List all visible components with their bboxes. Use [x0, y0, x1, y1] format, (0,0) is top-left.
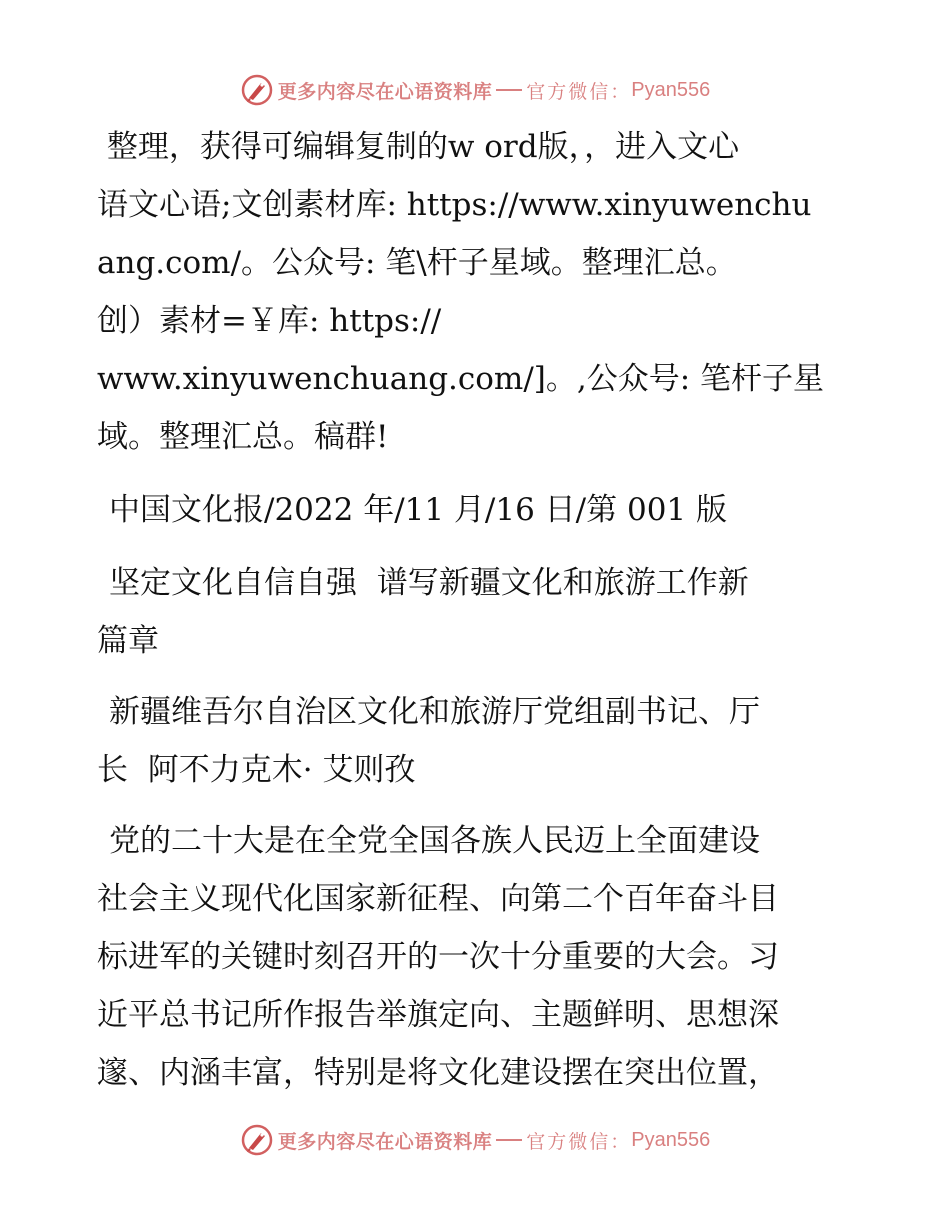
intro-block	[97, 118, 857, 466]
author-line: 新疆维吾尔自治区文化和旅游厅党组副书记、厅	[109, 694, 760, 730]
intro-line: 整理，获得可编辑复制的w ord版，，进入文心	[97, 129, 740, 165]
pen-nib-logo-icon	[240, 73, 274, 107]
headline-block	[97, 554, 857, 670]
body-block	[97, 812, 857, 1102]
body-line: 邃、内涵丰富，特别是将文化建设摆在突出位置，	[97, 1055, 779, 1091]
intro-line: 创）素材=￥库: https://	[97, 303, 442, 339]
headline-line: 篇章	[97, 623, 159, 659]
intro-line: 语文心语;文创素材库: https://www.xinyuwenchu	[97, 187, 812, 223]
banner-wechat-id: Pyan556	[631, 78, 711, 101]
banner-dash	[496, 1139, 522, 1141]
banner-text: 更多内容尽在心语资料库	[277, 80, 493, 103]
banner-wechat-id: Pyan556	[631, 1128, 711, 1151]
intro-line: ang.com/。公众号: 笔\杆子星域。整理汇总。	[97, 245, 737, 281]
body-line: 社会主义现代化国家新征程、向第二个百年奋斗目	[97, 881, 779, 917]
headline-line: 坚定文化自信自强 谱写新疆文化和旅游工作新	[109, 565, 749, 601]
source-line: 中国文化报/2022 年/11 月/16 日/第 001 版	[109, 492, 728, 528]
body-line: 近平总书记所作报告举旗定向、主题鲜明、思想深	[97, 997, 779, 1033]
pen-nib-logo-icon	[240, 1123, 274, 1157]
footer-banner	[0, 1120, 950, 1160]
body-line: 党的二十大是在全党全国各族人民迈上全面建设	[109, 823, 760, 859]
body-line: 标进军的关键时刻召开的一次十分重要的大会。习	[97, 939, 779, 975]
intro-line: www.xinyuwenchuang.com/]。,公众号: 笔杆子星	[97, 361, 825, 397]
document-content	[97, 118, 857, 1102]
banner-official-label: 官方微信：	[526, 1130, 632, 1153]
banner-official-label: 官方微信：	[526, 80, 632, 103]
banner-dash	[496, 89, 522, 91]
author-line: 长 阿不力克木· 艾则孜	[97, 752, 416, 788]
banner-text: 更多内容尽在心语资料库	[277, 1130, 493, 1153]
author-block	[97, 683, 857, 799]
intro-line: 域。整理汇总。稿群!	[97, 419, 389, 455]
header-banner	[0, 70, 950, 110]
